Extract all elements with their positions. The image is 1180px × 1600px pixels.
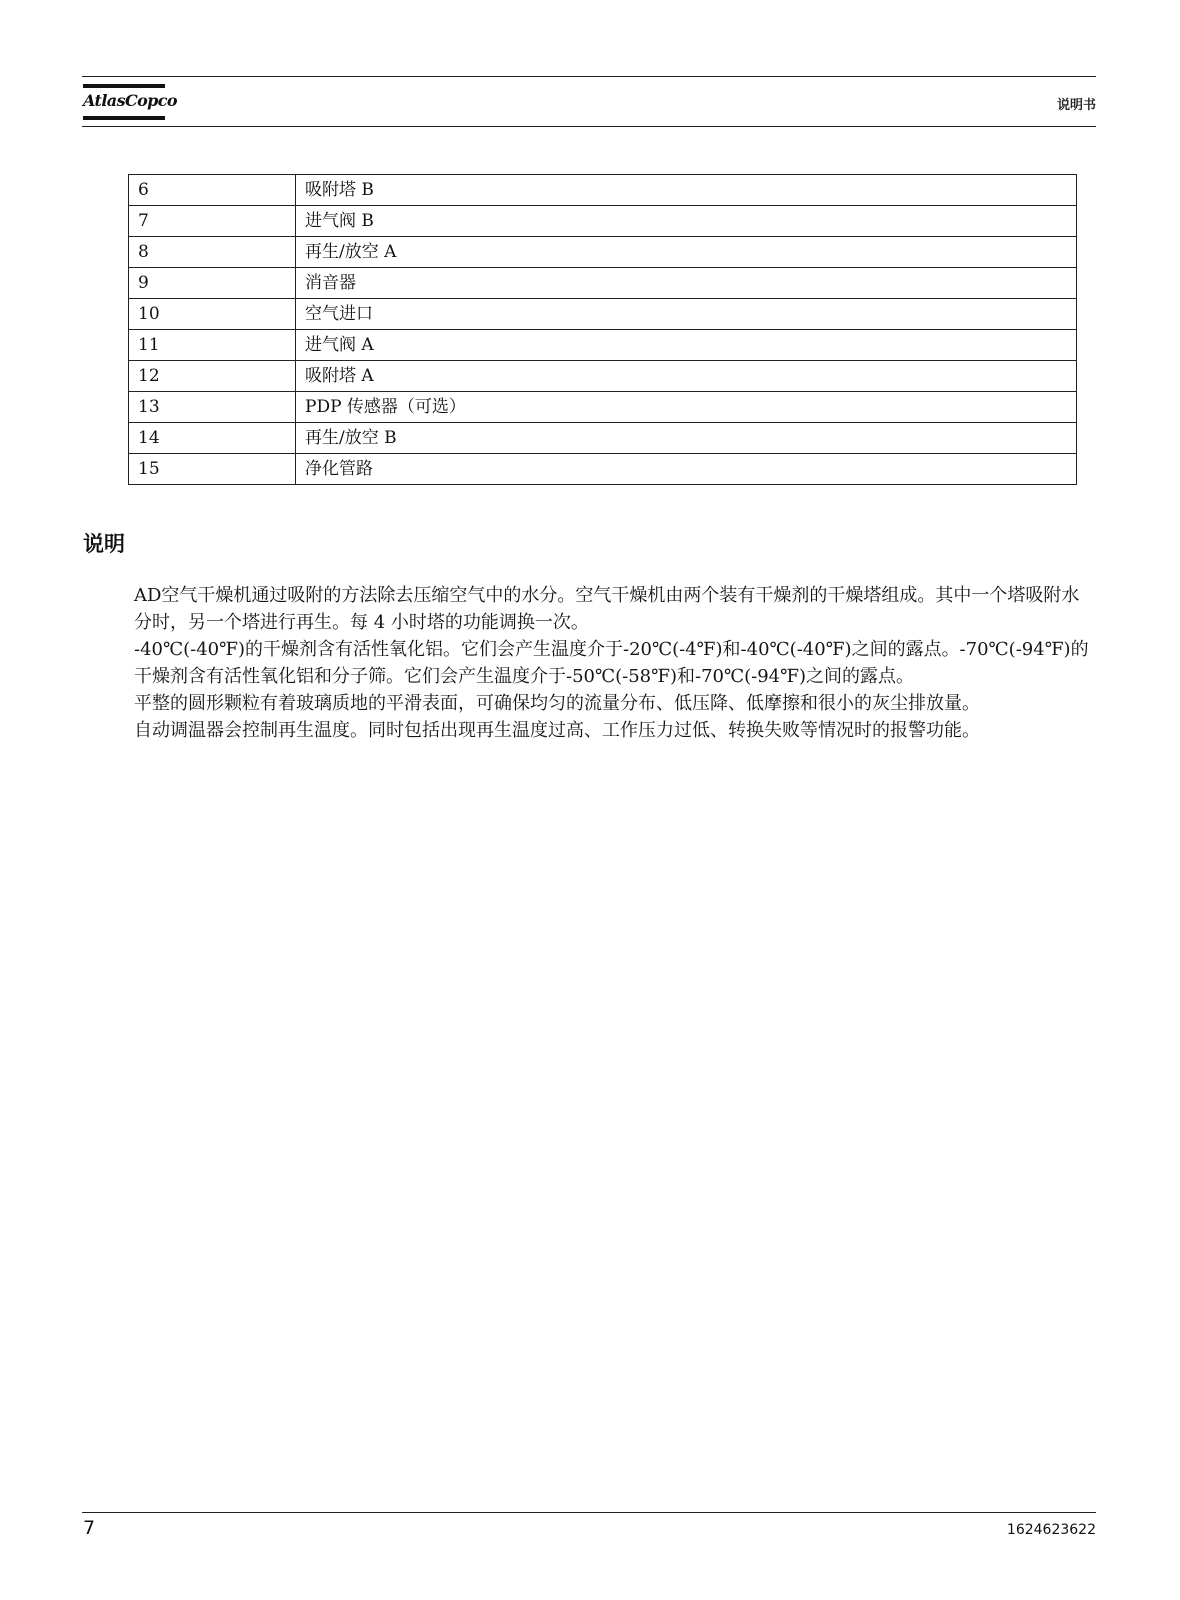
- description-paragraph: AD空气干燥机通过吸附的方法除去压缩空气中的水分。空气干燥机由两个装有干燥剂的干燥塔组成。其中一个塔吸附水分时，另一个塔进行再生。每 4 小时塔的功能调换一次。: [134, 585, 1080, 633]
- part-number-cell: 7: [129, 206, 296, 237]
- part-number-cell: 6: [129, 175, 296, 206]
- page-number: 7: [83, 1517, 96, 1539]
- logo-bottom-bar: [83, 116, 165, 120]
- description-body: [134, 582, 1096, 744]
- description-paragraph: 平整的圆形颗粒有着玻璃质地的平滑表面，可确保均匀的流量分布、低压降、低摩擦和很小的灰尘排放量。: [134, 693, 980, 714]
- table-row: [129, 423, 1077, 454]
- description-paragraph: -40℃(-40℉)的干燥剂含有活性氧化铝。它们会产生温度介于-20℃(-4℉)和-40℃(-40℉)之间的露点。-70℃(-94℉)的干燥剂含有活性氧化铝和分子筛。它们会产生温度介于-50℃(-58℉)和-70℃(-94℉)之间的露点。: [134, 639, 1089, 687]
- logo-wordmark: AtlasCopco: [83, 91, 177, 110]
- part-name-cell: 净化管路: [296, 454, 1077, 485]
- table-row: [129, 454, 1077, 485]
- table-row: [129, 206, 1077, 237]
- document-number: 1624623622: [1006, 1522, 1096, 1538]
- part-number-cell: 13: [129, 392, 296, 423]
- table-row: [129, 361, 1077, 392]
- part-name-cell: 吸附塔 A: [296, 361, 1077, 392]
- part-name-cell: 再生/放空 B: [296, 423, 1077, 454]
- part-number-cell: 14: [129, 423, 296, 454]
- table-row: [129, 175, 1077, 206]
- part-number-cell: 15: [129, 454, 296, 485]
- part-number-cell: 8: [129, 237, 296, 268]
- part-number-cell: 11: [129, 330, 296, 361]
- footer-rule: [82, 1512, 1096, 1513]
- part-number-cell: 9: [129, 268, 296, 299]
- part-name-cell: 进气阀 B: [296, 206, 1077, 237]
- part-name-cell: 再生/放空 A: [296, 237, 1077, 268]
- document-type-label: 说明书: [1056, 98, 1096, 113]
- header-top-rule: [82, 76, 1096, 77]
- part-name-cell: 进气阀 A: [296, 330, 1077, 361]
- part-name-cell: 空气进口: [296, 299, 1077, 330]
- atlas-copco-logo: [83, 84, 177, 124]
- table-row: [129, 268, 1077, 299]
- header-bottom-rule: [82, 126, 1096, 127]
- section-title: 说明: [83, 532, 125, 556]
- table-row: [129, 237, 1077, 268]
- table-row: [129, 299, 1077, 330]
- part-number-cell: 10: [129, 299, 296, 330]
- parts-table: [128, 174, 1077, 485]
- part-number-cell: 12: [129, 361, 296, 392]
- logo-top-bar: [83, 84, 165, 88]
- description-paragraph: 自动调温器会控制再生温度。同时包括出现再生温度过高、工作压力过低、转换失败等情况时的报警功能。: [134, 720, 980, 741]
- table-row: [129, 392, 1077, 423]
- part-name-cell: PDP 传感器（可选）: [296, 392, 1077, 423]
- table-row: [129, 330, 1077, 361]
- part-name-cell: 吸附塔 B: [296, 175, 1077, 206]
- part-name-cell: 消音器: [296, 268, 1077, 299]
